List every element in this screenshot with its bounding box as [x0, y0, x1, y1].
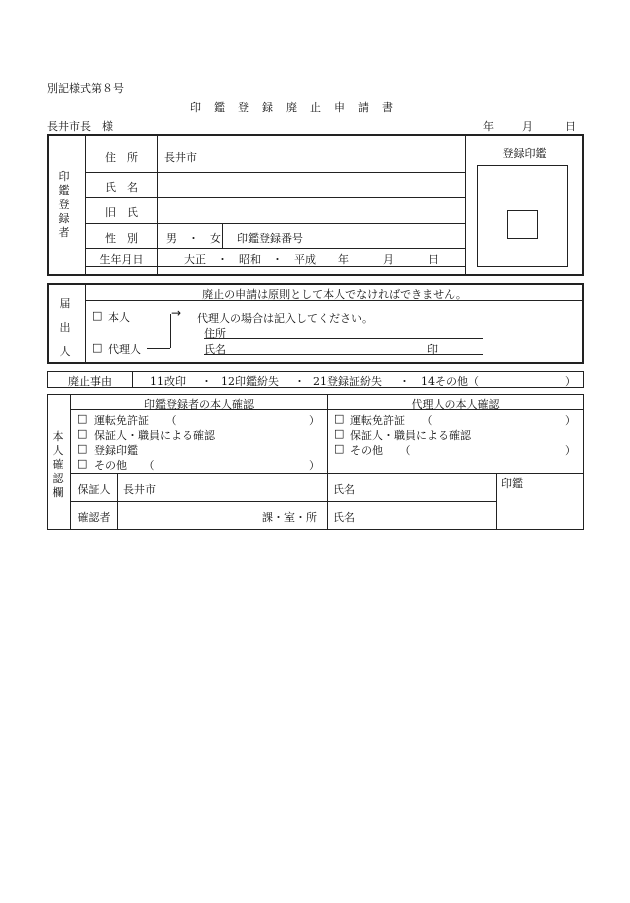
agent-verify-item-3: その他 （: [350, 444, 411, 457]
arrow-icon: →: [171, 306, 182, 320]
applicant-notice: 廃止の申請は原則として本人でなければできません。: [202, 288, 467, 301]
name-field[interactable]: [160, 175, 460, 195]
old-name-field[interactable]: [160, 200, 460, 220]
reason-option-1[interactable]: 11改印: [150, 375, 186, 388]
reason-option-3[interactable]: 21登録証紛失: [313, 375, 382, 388]
verify-checkbox[interactable]: □: [334, 442, 345, 455]
birth-label: 生年月日: [99, 253, 144, 266]
form-number: 別記様式第８号: [47, 82, 124, 95]
addressee: 長井市長 様: [47, 120, 113, 133]
date-year-label: 年: [483, 120, 494, 133]
agent-name-line[interactable]: [204, 354, 483, 355]
name-label: 氏 名: [105, 181, 138, 194]
reg-verify-close-1: ）: [309, 414, 320, 427]
verification-section-label: 本人確認欄: [52, 430, 64, 499]
applicant-section-label: 届出人: [59, 297, 71, 358]
verify-seal-label: 印鑑: [501, 477, 523, 490]
agent-verify-header: 代理人の本人確認: [411, 398, 500, 411]
reg-verify-item-2: 保証人・職員による確認: [94, 429, 215, 442]
reason-separator: ・: [399, 375, 410, 388]
verify-checkbox[interactable]: □: [77, 457, 88, 470]
date-month-label: 月: [522, 120, 533, 133]
date-day-label: 日: [565, 120, 576, 133]
registrant-section-label: 印鑑登録者: [58, 170, 70, 239]
agent-name-label: 氏名: [204, 343, 226, 356]
birth-day-label: 日: [428, 253, 439, 266]
verify-checkbox[interactable]: □: [77, 427, 88, 440]
gender-label: 性 別: [105, 232, 138, 245]
agent-label: 代理人: [108, 343, 141, 356]
old-name-label: 旧 氏: [105, 206, 138, 219]
verify-checkbox[interactable]: □: [77, 442, 88, 455]
seal-inner-box: [507, 210, 538, 239]
self-checkbox[interactable]: □: [92, 309, 103, 322]
era-options[interactable]: 大正 ・ 昭和 ・ 平成: [184, 253, 316, 266]
address-label: 住 所: [105, 151, 138, 164]
guarantor-city[interactable]: 長井市: [123, 483, 156, 496]
verify-checkbox[interactable]: □: [334, 412, 345, 425]
reg-verify-item-3: 登録印鑑: [94, 444, 138, 457]
reg-number-label: 印鑑登録番号: [237, 232, 303, 245]
reg-verify-close-4: ）: [309, 459, 320, 472]
agent-address-label: 住所: [204, 327, 226, 340]
reason-option-4[interactable]: 14その他（: [421, 375, 479, 388]
seal-mark: 印: [427, 343, 438, 356]
verify-checkbox[interactable]: □: [334, 427, 345, 440]
agent-verify-close-3: ）: [565, 444, 576, 457]
self-label: 本人: [108, 311, 130, 324]
agent-checkbox[interactable]: □: [92, 341, 103, 354]
address-value[interactable]: 長井市: [164, 151, 197, 164]
agent-verify-close-1: ）: [565, 414, 576, 427]
agent-address-line[interactable]: [204, 338, 483, 339]
birth-year-label: 年: [338, 253, 349, 266]
agent-verify-item-1: 運転免許証 （: [350, 414, 433, 427]
reason-label: 廃止事由: [68, 375, 112, 388]
confirmer-name-label: 氏名: [333, 511, 355, 524]
reg-verify-item-4: その他 （: [94, 459, 155, 472]
registrant-verify-header: 印鑑登録者の本人確認: [144, 398, 254, 411]
seal-box-label: 登録印鑑: [502, 147, 547, 160]
reg-verify-item-1: 運転免許証 （: [94, 414, 177, 427]
reason-option-2[interactable]: 12印鑑紛失: [221, 375, 279, 388]
guarantor-name-label: 氏名: [333, 483, 355, 496]
form-title: 印 鑑 登 録 廃 止 申 請 書: [190, 101, 394, 114]
confirmer-label: 確認者: [77, 511, 111, 524]
verify-checkbox[interactable]: □: [77, 412, 88, 425]
gender-options[interactable]: 男 ・ 女: [166, 232, 221, 245]
agent-verify-item-2: 保証人・職員による確認: [350, 429, 471, 442]
dept-label: 課・室・所: [262, 511, 317, 524]
birth-month-label: 月: [383, 253, 394, 266]
reason-close-paren: ）: [565, 375, 576, 388]
guarantor-label: 保証人: [77, 483, 111, 496]
agent-instruction: 代理人の場合は記入してください。: [197, 312, 373, 325]
reason-separator: ・: [294, 375, 305, 388]
reason-separator: ・: [201, 375, 212, 388]
